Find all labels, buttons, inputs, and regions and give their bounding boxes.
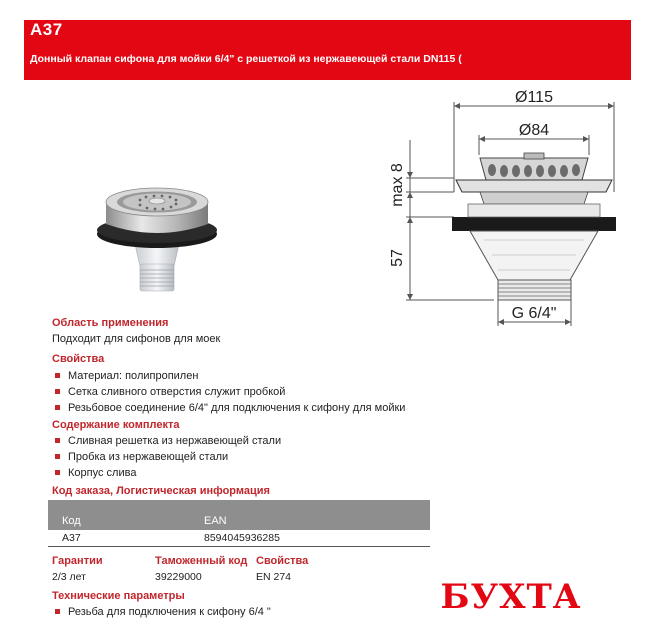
dim-inner: Ø84	[518, 122, 550, 139]
customs-value: 39229000	[155, 571, 202, 583]
cell-code: A37	[62, 532, 81, 544]
list-item: Сетка сливного отверстия служит пробкой	[52, 385, 405, 401]
bullet-square-icon	[55, 470, 60, 475]
customs-label: Таможенный код	[155, 555, 248, 567]
watermark-logo	[440, 570, 582, 618]
application-heading: Область применения	[52, 317, 169, 329]
dim-outer: Ø115	[515, 89, 553, 106]
order-heading: Код заказа, Логистическая информация	[52, 485, 270, 497]
warranty-value: 2/3 лет	[52, 571, 86, 583]
bullet-square-icon	[55, 438, 60, 443]
technical-drawing	[384, 80, 624, 340]
watermark-text: БУХТА	[440, 577, 582, 617]
column-ean: EAN	[204, 515, 227, 527]
properties-list	[52, 369, 405, 417]
dim-thread: G 6/4"	[511, 305, 557, 322]
tech-list	[52, 605, 271, 621]
bullet-square-icon	[55, 405, 60, 410]
list-item: Пробка из нержавеющей стали	[52, 450, 281, 466]
contents-list	[52, 434, 281, 482]
properties-heading: Свойства	[52, 353, 105, 365]
list-item: Материал: полипропилен	[52, 369, 405, 385]
product-title: Донный клапан сифона для мойки 6/4" с решеткой из нержавеющей стали DN115 (	[30, 53, 462, 65]
list-item: Резьба для подключения к сифону 6/4 "	[52, 605, 271, 621]
bullet-square-icon	[55, 609, 60, 614]
product-code: A37	[30, 20, 63, 39]
bullet-square-icon	[55, 389, 60, 394]
header-banner	[24, 20, 631, 80]
product-photo	[92, 180, 222, 295]
contents-heading: Содержание комплекта	[52, 419, 180, 431]
table-row	[48, 530, 430, 547]
bullet-square-icon	[55, 454, 60, 459]
order-table-header	[48, 500, 430, 530]
column-code: Код	[62, 515, 81, 527]
warranty-label: Гарантии	[52, 555, 103, 567]
props-label: Свойства	[256, 555, 309, 567]
bullet-square-icon	[55, 373, 60, 378]
cell-ean: 8594045936285	[204, 532, 280, 544]
application-text: Подходит для сифонов для моек	[52, 333, 221, 345]
tech-heading: Технические параметры	[52, 590, 185, 602]
props-value: EN 274	[256, 571, 292, 583]
dim-max: max 8	[389, 163, 406, 207]
dim-height: 57	[389, 249, 406, 267]
list-item: Сливная решетка из нержавеющей стали	[52, 434, 281, 450]
list-item: Резьбовое соединение 6/4" для подключения к сифону для мойки	[52, 401, 405, 417]
list-item: Корпус слива	[52, 466, 281, 482]
